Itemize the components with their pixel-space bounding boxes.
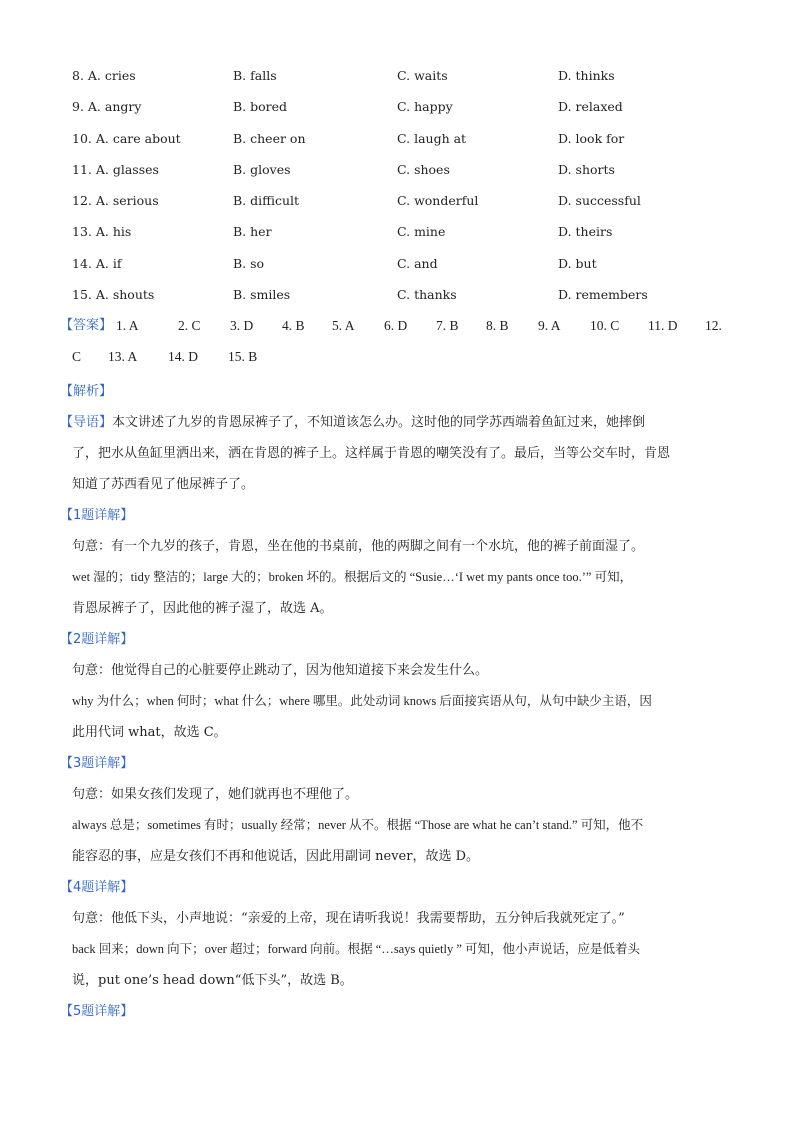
detail-line: always 总是；sometimes 有时；usually 经常；never 从不。根据 “Those are what he can’t stand.” 可知，他不: [72, 818, 644, 832]
option-row-9: [72, 95, 732, 126]
option-row-14: [72, 252, 732, 283]
option-row-15: [72, 283, 732, 314]
answer-item: 2. C: [178, 318, 201, 333]
option-a: 12. A. serious: [72, 193, 159, 209]
option-b: B. difficult: [233, 193, 300, 209]
answer-item: 15. B: [228, 349, 258, 364]
answer-key-line: [60, 314, 722, 345]
answer-label: 【答案】: [60, 318, 113, 333]
answer-item: 8. B: [486, 318, 509, 333]
option-row-10: [72, 127, 732, 158]
option-a: 14. A. if: [72, 255, 122, 271]
option-d: D. remembers: [558, 287, 648, 303]
option-d: D. thinks: [558, 68, 615, 83]
detail-heading-2: 【2题详解】: [60, 632, 134, 647]
option-a: 9. A. angry: [72, 99, 142, 115]
option-b: B. smiles: [233, 287, 291, 303]
option-c: C. waits: [397, 68, 448, 83]
answer-item: C: [72, 349, 82, 364]
option-c: C. thanks: [397, 287, 457, 303]
answer-item: 5. A: [332, 318, 355, 333]
option-c: C. happy: [397, 99, 453, 115]
option-b: B. bored: [233, 99, 288, 115]
option-b: B. cheer on: [233, 130, 306, 146]
option-c: C. and: [397, 255, 438, 271]
answer-item: 14. D: [168, 349, 198, 364]
option-a: 11. A. glasses: [72, 161, 159, 177]
option-row-12: [72, 189, 732, 220]
option-row-11: [72, 158, 732, 189]
option-c: C. laugh at: [397, 130, 467, 146]
option-c: C. shoes: [397, 161, 450, 177]
answer-key-line-2: [72, 345, 722, 376]
option-row-8: [72, 64, 732, 95]
answer-item: 6. D: [384, 318, 408, 333]
intro-paragraph: [60, 407, 722, 500]
option-c: C. mine: [397, 224, 446, 240]
answer-item: 11. D: [648, 318, 678, 333]
option-b: B. gloves: [233, 161, 291, 177]
detail-line: 肯恩尿裤子了，因此他的裤子湿了，故选 A。: [72, 601, 333, 616]
option-d: D. successful: [558, 193, 641, 209]
detail-line: 句意：如果女孩们发现了，她们就再也不理他了。: [72, 787, 359, 802]
detail-line: back 回来；down 向下；over 超过；forward 向前。根据 “…says quietly ” 可知，他小声说话，应是低着头: [72, 942, 640, 956]
answer-item: 7. B: [436, 318, 459, 333]
answer-item: 4. B: [282, 318, 305, 333]
detail-line: 能容忍的事，应是女孩们不再和他说话，因此用副词 never，故选 D。: [72, 849, 480, 864]
detail-heading-5: 【5题详解】: [60, 1004, 134, 1019]
detail-line: why 为什么；when 何时；what 什么；where 哪里。此处动词 knows 后面接宾语从句，从句中缺少主语，因: [72, 694, 652, 708]
intro-line: 知道了苏西看见了他尿裤子了。: [72, 477, 255, 492]
option-d: D. but: [558, 255, 597, 271]
option-b: B. falls: [233, 68, 277, 83]
answer-item: 1. A: [116, 318, 139, 333]
option-d: D. look for: [558, 130, 625, 146]
answer-item: 10. C: [590, 318, 620, 333]
option-d: D. relaxed: [558, 99, 623, 115]
intro-line: 了，把水从鱼缸里洒出来，洒在肯恩的裤子上。这样属于肯恩的嘲笑没有了。最后，当等公交车时，肯恩: [72, 446, 671, 461]
intro-line: 本文讲述了九岁的肯恩尿裤子了，不知道该怎么办。这时他的同学苏西端着鱼缸过来，她摔倒: [112, 415, 646, 430]
detail-line: 句意：他觉得自己的心脏要停止跳动了，因为他知道接下来会发生什么。: [72, 663, 489, 678]
detail-line: 此用代词 what，故选 C。: [72, 725, 227, 740]
answer-item: 12.: [705, 318, 722, 333]
detail-line: 句意：有一个九岁的孩子，肯恩，坐在他的书桌前，他的两脚之间有一个水坑，他的裤子前面湿了。: [72, 539, 645, 554]
option-b: B. her: [233, 224, 272, 240]
option-d: D. shorts: [558, 161, 615, 177]
answer-item: 13. A: [108, 349, 138, 364]
detail-heading-3: 【3题详解】: [60, 756, 134, 771]
answer-options-list: [72, 64, 732, 314]
option-d: D. theirs: [558, 224, 613, 240]
option-a: 10. A. care about: [72, 130, 181, 146]
answer-item: 3. D: [230, 318, 254, 333]
answer-analysis-section: [60, 314, 722, 1027]
option-b: B. so: [233, 255, 265, 271]
option-c: C. wonderful: [397, 193, 479, 209]
intro-label: 【导语】: [60, 415, 113, 430]
option-row-13: [72, 220, 732, 251]
detail-line: 说，put one’s head down“低下头”，故选 B。: [72, 973, 353, 988]
option-a: 15. A. shouts: [72, 287, 155, 303]
option-a: 13. A. his: [72, 224, 132, 240]
analysis-heading: 【解析】: [60, 384, 113, 399]
answer-item: 9. A: [538, 318, 561, 333]
detail-heading-1: 【1题详解】: [60, 508, 134, 523]
option-a: 8. A. cries: [72, 68, 136, 83]
detail-line: 句意：他低下头，小声地说：“亲爱的上帝，现在请听我说！我需要帮助，五分钟后我就死定了。”: [72, 911, 625, 926]
detail-line: wet 湿的；tidy 整洁的；large 大的；broken 坏的。根据后文的 “Susie…‘I wet my pants once too.’” 可知，: [72, 570, 633, 584]
detail-heading-4: 【4题详解】: [60, 880, 134, 895]
